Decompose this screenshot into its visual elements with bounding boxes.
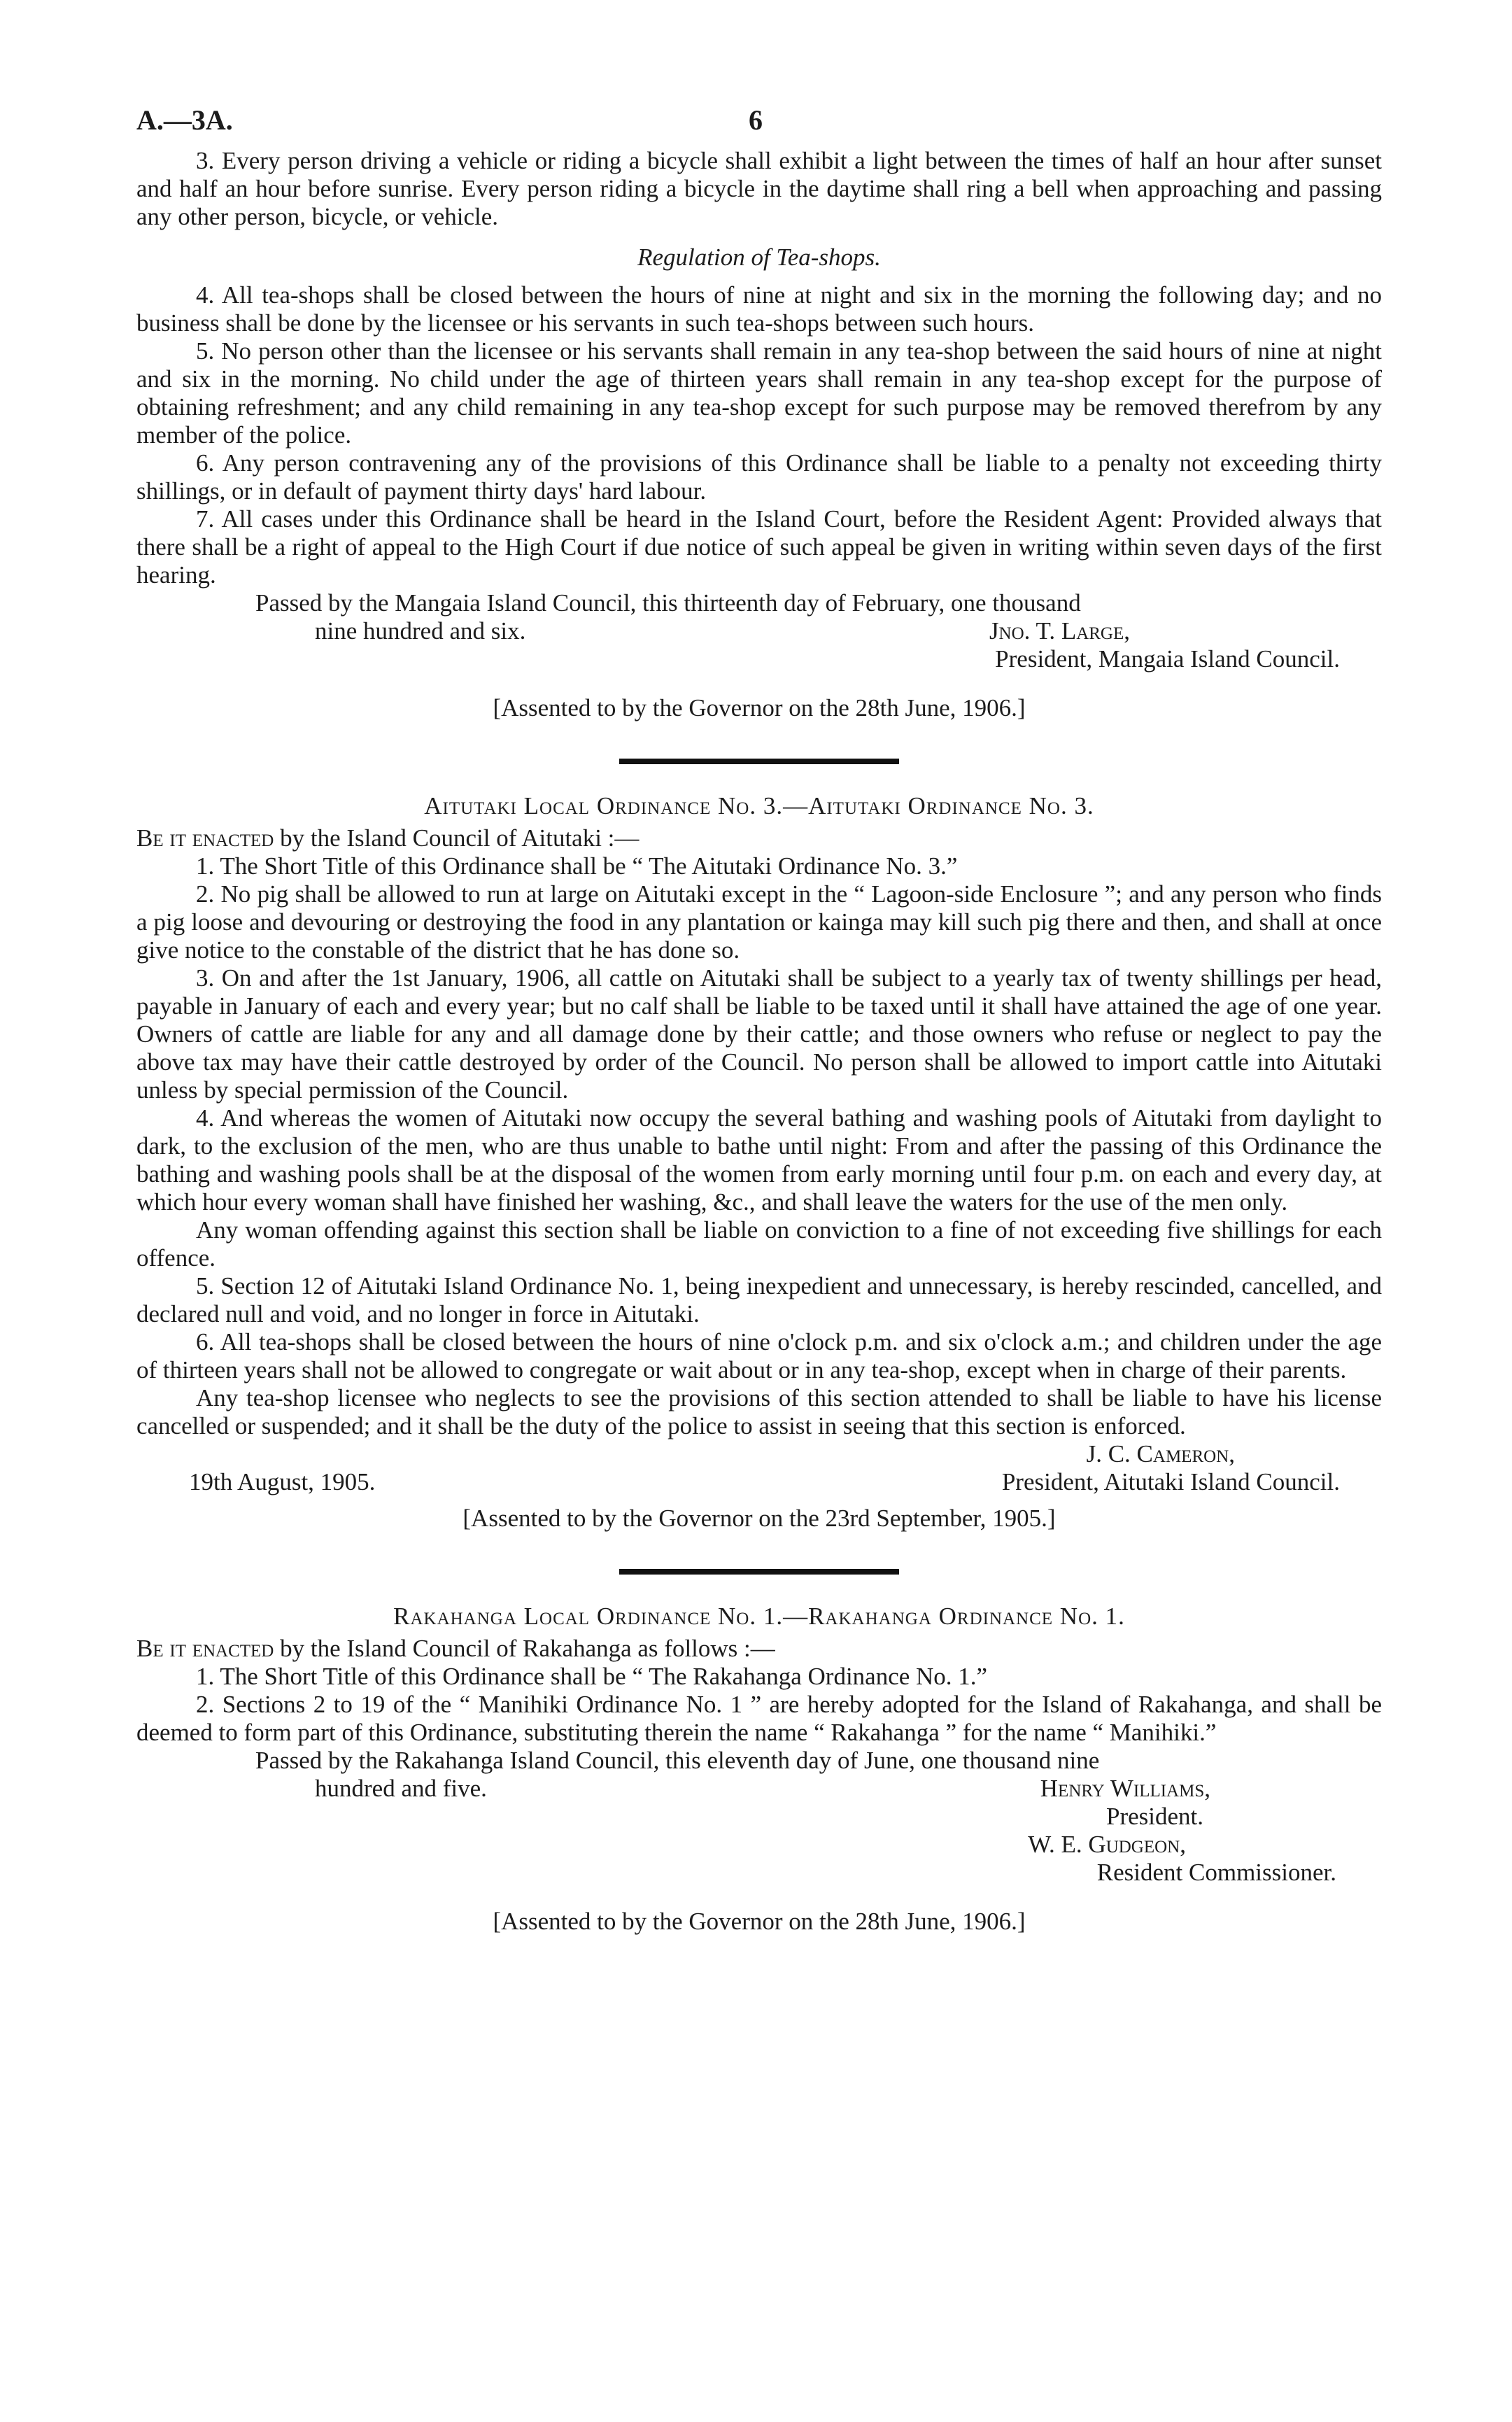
enacting-words: Be it enacted <box>136 824 274 852</box>
page-number: 6 <box>749 104 763 136</box>
date-signature-row <box>136 1468 1382 1496</box>
enacting-text: by the Island Council of Rakahanga as follows :— <box>274 1635 775 1662</box>
section-subheading: Regulation of Tea-shops. <box>637 244 881 271</box>
section-paragraph: 1. The Short Title of this Ordinance shall be “ The Aitutaki Ordinance No. 3.” <box>196 852 958 880</box>
section-divider <box>619 759 899 764</box>
section-paragraph: 6. Any person contravening any of the provisions of this Ordinance shall be liable to a penalty not exceeding thirty shillings, or in default of payment thirty days' hard labour. <box>136 449 1382 505</box>
section-paragraph: 3. Every person driving a vehicle or riding a bicycle shall exhibit a light between the times of half an hour after sunset and half an hour before sunrise. Every person riding a bicycle in the daytime shall ring a bell when approaching and passing any other person, bicycle, or vehicle. <box>136 147 1382 230</box>
passed-date: nine hundred and six. <box>315 617 526 645</box>
section-paragraph: 2. Sections 2 to 19 of the “ Manihiki Ordinance No. 1 ” are hereby adopted for the Island of Rakahanga, and shall be deemed to form part of this Ordinance, substituting therein the name “ Rakahanga ” for the name “ Manihiki.” <box>136 1691 1382 1746</box>
section-paragraph: 4. And whereas the women of Aitutaki now occupy the several bathing and washing pools of Aitutaki from daylight to dark, to the exclusion of the men, who are thus unable to bathe until night: From and after the passing of this Ordinance the bathing and washing pools shall be at the disposal of the women from early morning until four p.m. on each and every day, at which hour every woman shall have finished her washing, &c., and shall leave the waters for the use of the men only. <box>136 1104 1382 1216</box>
signer-name: J. C. Cameron, <box>1086 1440 1235 1467</box>
signer-title: President, Aitutaki Island Council. <box>1001 1468 1340 1495</box>
mangaia-ordinance-continued <box>136 147 1382 722</box>
section-divider <box>619 1569 899 1575</box>
section-paragraph: 7. All cases under this Ordinance shall be heard in the Island Court, before the Resident Agent: Provided always that there shall be a right of appeal to the High Court if due notice of such appeal be given in writing within seven days of the first hearing. <box>136 505 1382 589</box>
signer-title: President. <box>1105 1803 1203 1830</box>
passed-statement: Passed by the Rakahanga Island Council, this eleventh day of June, one thousand nine <box>255 1747 1100 1774</box>
ordinance-heading: Aitutaki Local Ordinance No. 3.—Aitutaki Ordinance No. 3. <box>424 792 1094 819</box>
section-paragraph: 3. On and after the 1st January, 1906, all cattle on Aitutaki shall be subject to a yearly tax of twenty shillings per head, payable in January of each and every year; but no calf shall be liable to be taxed until it shall have attained the age of one year. Owners of cattle are liable for any and all damage done by their cattle; and those owners who refuse or neglect to pay the above tax may have their cattle destroyed by order of the Council. No person shall be allowed to import cattle into Aitutaki unless by special permission of the Council. <box>136 964 1382 1104</box>
page-header <box>136 98 1382 147</box>
enacting-text: by the Island Council of Aitutaki :— <box>274 824 640 852</box>
assent-note: [Assented to by the Governor on the 28th June, 1906.] <box>493 694 1026 721</box>
section-paragraph: 4. All tea-shops shall be closed between the hours of nine at night and six in the morning the following day; and no business shall be done by the licensee or his servants in such tea-shops between such hours. <box>136 281 1382 337</box>
section-paragraph: 1. The Short Title of this Ordinance shall be “ The Rakahanga Ordinance No. 1.” <box>196 1663 988 1690</box>
section-paragraph: 5. No person other than the licensee or his servants shall remain in any tea-shop between the said hours of nine at night and six in the morning. No child under the age of thirteen years shall remain in any tea-shop except for the purpose of obtaining refreshment; and any child remaining in any tea-shop except for such purpose may be removed therefrom by any member of the police. <box>136 337 1382 449</box>
signer-name: Henry Williams, <box>1040 1775 1210 1802</box>
section-paragraph: Any woman offending against this section shall be liable on conviction to a fine of not exceeding five shillings for each offence. <box>136 1216 1382 1272</box>
section-paragraph: 2. No pig shall be allowed to run at large on Aitutaki except in the “ Lagoon-side Enclosure ”; and any person who finds a pig loose and devouring or destroying the food in any plantation or kainga may kill such pig there and then, and shall at once give notice to the constable of the district that he has done so. <box>136 880 1382 964</box>
rakahanga-ordinance <box>136 1603 1382 1936</box>
signer-title: Resident Commissioner. <box>1096 1859 1336 1886</box>
aitutaki-ordinance <box>136 792 1382 1533</box>
assent-note: [Assented to by the Governor on the 28th June, 1906.] <box>493 1908 1026 1935</box>
passed-statement-cont <box>136 617 1382 645</box>
ordinance-heading: Rakahanga Local Ordinance No. 1.—Rakahanga Ordinance No. 1. <box>393 1603 1125 1630</box>
passed-statement-cont <box>136 1775 1382 1803</box>
assent-note: [Assented to by the Governor on the 23rd September, 1905.] <box>462 1505 1056 1532</box>
passed-statement: Passed by the Mangaia Island Council, this thirteenth day of February, one thousand <box>255 589 1081 617</box>
enacting-clause <box>136 1635 1382 1663</box>
passed-date: hundred and five. <box>315 1775 487 1802</box>
section-paragraph: Any tea-shop licensee who neglects to see the provisions of this section attended to shall be liable to have his license cancelled or suspended; and it shall be the duty of the police to assist in seeing that this section is enforced. <box>136 1384 1382 1439</box>
document-reference: A.—3A. <box>136 104 233 136</box>
enacting-words: Be it enacted <box>136 1635 274 1662</box>
ordinance-date: 19th August, 1905. <box>189 1468 376 1495</box>
document-page <box>136 98 1382 1936</box>
section-paragraph: 5. Section 12 of Aitutaki Island Ordinance No. 1, being inexpedient and unnecessary, is hereby rescinded, cancelled, and declared null and void, and no longer in force in Aitutaki. <box>136 1272 1382 1328</box>
signer-name: Jno. T. Large, <box>989 617 1130 645</box>
section-paragraph: 6. All tea-shops shall be closed between the hours of nine o'clock p.m. and six o'clock a.m.; and children under the age of thirteen years shall not be allowed to congregate or wait about or in any tea-shop, except when in charge of their parents. <box>136 1328 1382 1384</box>
signer-name: W. E. Gudgeon, <box>1028 1831 1186 1858</box>
signer-title: President, Mangaia Island Council. <box>995 645 1340 673</box>
enacting-clause <box>136 824 1382 852</box>
